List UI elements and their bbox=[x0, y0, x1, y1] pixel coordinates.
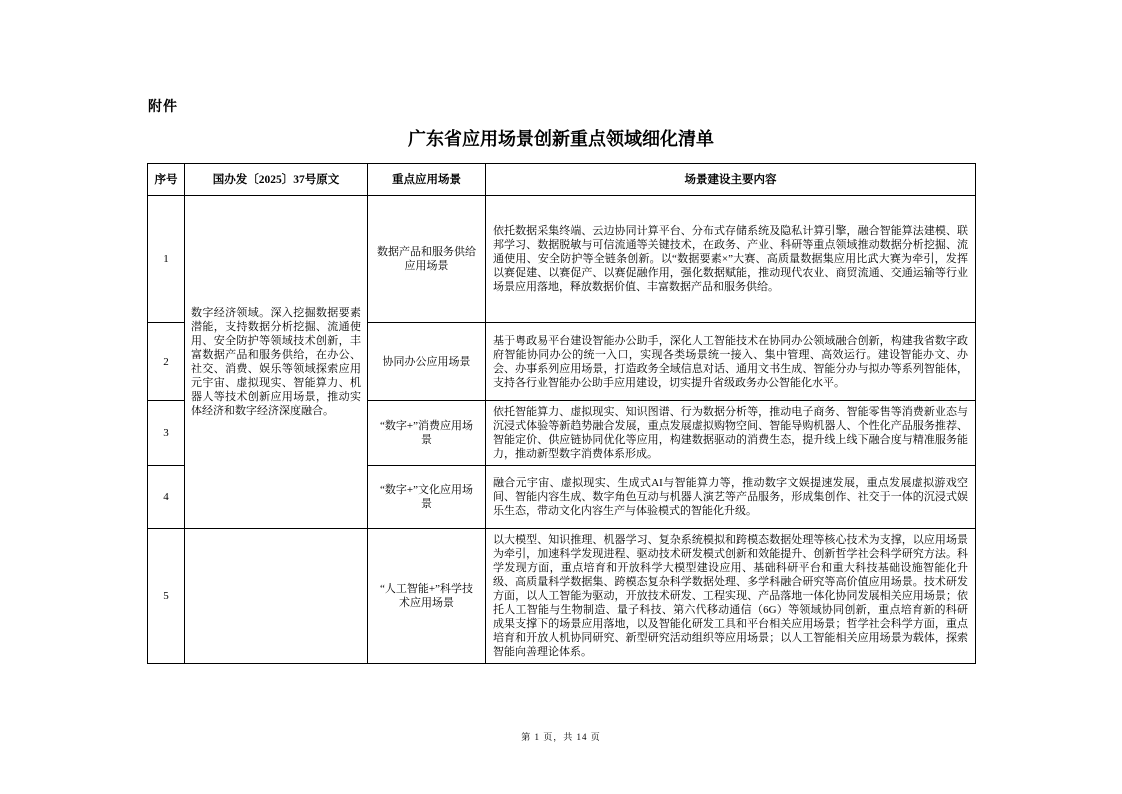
page-number-indicator: 第 1 页，共 14 页 bbox=[521, 732, 601, 742]
column-header-content: 场景建设主要内容 bbox=[486, 164, 976, 196]
scenario-name: 数据产品和服务供给应用场景 bbox=[368, 196, 486, 323]
source-text-digital-economy: 数字经济领域。深入挖掘数据要素潜能，支持数据分析挖掘、流通使用、安全防护等领域技术创新，丰富数据产品和服务供给，在办公、社交、消费、娱乐等领域探索应用元宇宙、虚拟现实、智能算力、机器人等技术创新应用场景，推动实体经济和数字经济深度融合。 bbox=[185, 196, 368, 529]
row-number: 1 bbox=[148, 196, 185, 323]
scenario-content: 以大模型、知识推理、机器学习、复杂系统模拟和跨模态数据处理等核心技术为支撑，以应用场景为牵引，加速科学发现进程、驱动技术研发模式创新和效能提升、创新哲学社会科学研究方法。科学发现方面，重点培育和开放科学大模型建设应用、基础科研平台和重大科技基础设施智能化升级、高质量科学数据集、跨模态复杂科学数据处理、多学科融合研究等高价值应用场景。技术研发方面，以人工智能为驱动，开放技术研发、工程实现、产品落地一体化协同发展相关应用场景；依托人工智能与生物制造、量子科技、第六代移动通信（6G）等领域协同创新，重点培育新的科研成果支撑下的场景应用落地，以及智能化研发工具和平台相关应用场景；哲学社会科学方面，重点培育和开放人机协同研究、新型研究活动组织等应用场景；以人工智能相关应用场景为载体，探索智能向善理论体系。 bbox=[486, 529, 976, 664]
table-row bbox=[148, 529, 976, 664]
attachment-label: 附件 bbox=[148, 100, 178, 115]
page-title: 广东省应用场景创新重点领域细化清单 bbox=[408, 129, 714, 149]
row-number: 2 bbox=[148, 323, 185, 401]
scenario-content: 依托智能算力、虚拟现实、知识图谱、行为数据分析等，推动电子商务、智能零售等消费新业态与沉浸式体验等新趋势融合发展，重点发展虚拟购物空间、智能导购机器人、个性化产品服务推荐、智能定价、供应链协同优化等应用，构建数据驱动的消费生态，提升线上线下融合度与精准服务能力，推动新型数字消费体系形成。 bbox=[486, 401, 976, 466]
scenario-name: “数字+”文化应用场景 bbox=[368, 466, 486, 529]
column-header-source: 国办发〔2025〕37号原文 bbox=[185, 164, 368, 196]
scenario-content: 基于粤政易平台建设智能办公助手，深化人工智能技术在协同办公领域融合创新，构建我省数字政府智能协同办公的统一入口，实现各类场景统一接入、集中管理、高效运行。建设智能办文、办会、办事系列应用场景，打造政务全域信息对话、通用文书生成、智能分办与拟办等系列智能体，支持各行业智能办公助手应用建设，切实提升省级政务办公智能化水平。 bbox=[486, 323, 976, 401]
scenario-content: 依托数据采集终端、云边协同计算平台、分布式存储系统及隐私计算引擎，融合智能算法建模、联邦学习、数据脱敏与可信流通等关键技术，在政务、产业、科研等重点领域推动数据分析挖掘、流通使用、安全防护等全链条创新。以“数据要素×”大赛、高质量数据集应用比武大赛为牵引，发挥以赛促建、以赛促产、以赛促融作用，强化数据赋能，推动现代农业、商贸流通、交通运输等行业场景应用落地，释放数据价值、丰富数据产品和服务供给。 bbox=[486, 196, 976, 323]
table-header-row bbox=[148, 164, 976, 196]
scenario-table bbox=[147, 163, 976, 664]
scenario-name: “人工智能+”科学技术应用场景 bbox=[368, 529, 486, 664]
row-number: 5 bbox=[148, 529, 185, 664]
scenario-name: “数字+”消费应用场景 bbox=[368, 401, 486, 466]
source-text-empty bbox=[185, 529, 368, 664]
row-number: 4 bbox=[148, 466, 185, 529]
column-header-scenario: 重点应用场景 bbox=[368, 164, 486, 196]
scenario-name: 协同办公应用场景 bbox=[368, 323, 486, 401]
scenario-content: 融合元宇宙、虚拟现实、生成式AI与智能算力等，推动数字文娱提速发展，重点发展虚拟游戏空间、智能内容生成、数字角色互动与机器人演艺等产品服务，形成集创作、社交于一体的沉浸式娱乐生态，带动文化内容生产与体验模式的智能化升级。 bbox=[486, 466, 976, 529]
table-row bbox=[148, 196, 976, 323]
column-header-no: 序号 bbox=[148, 164, 185, 196]
row-number: 3 bbox=[148, 401, 185, 466]
